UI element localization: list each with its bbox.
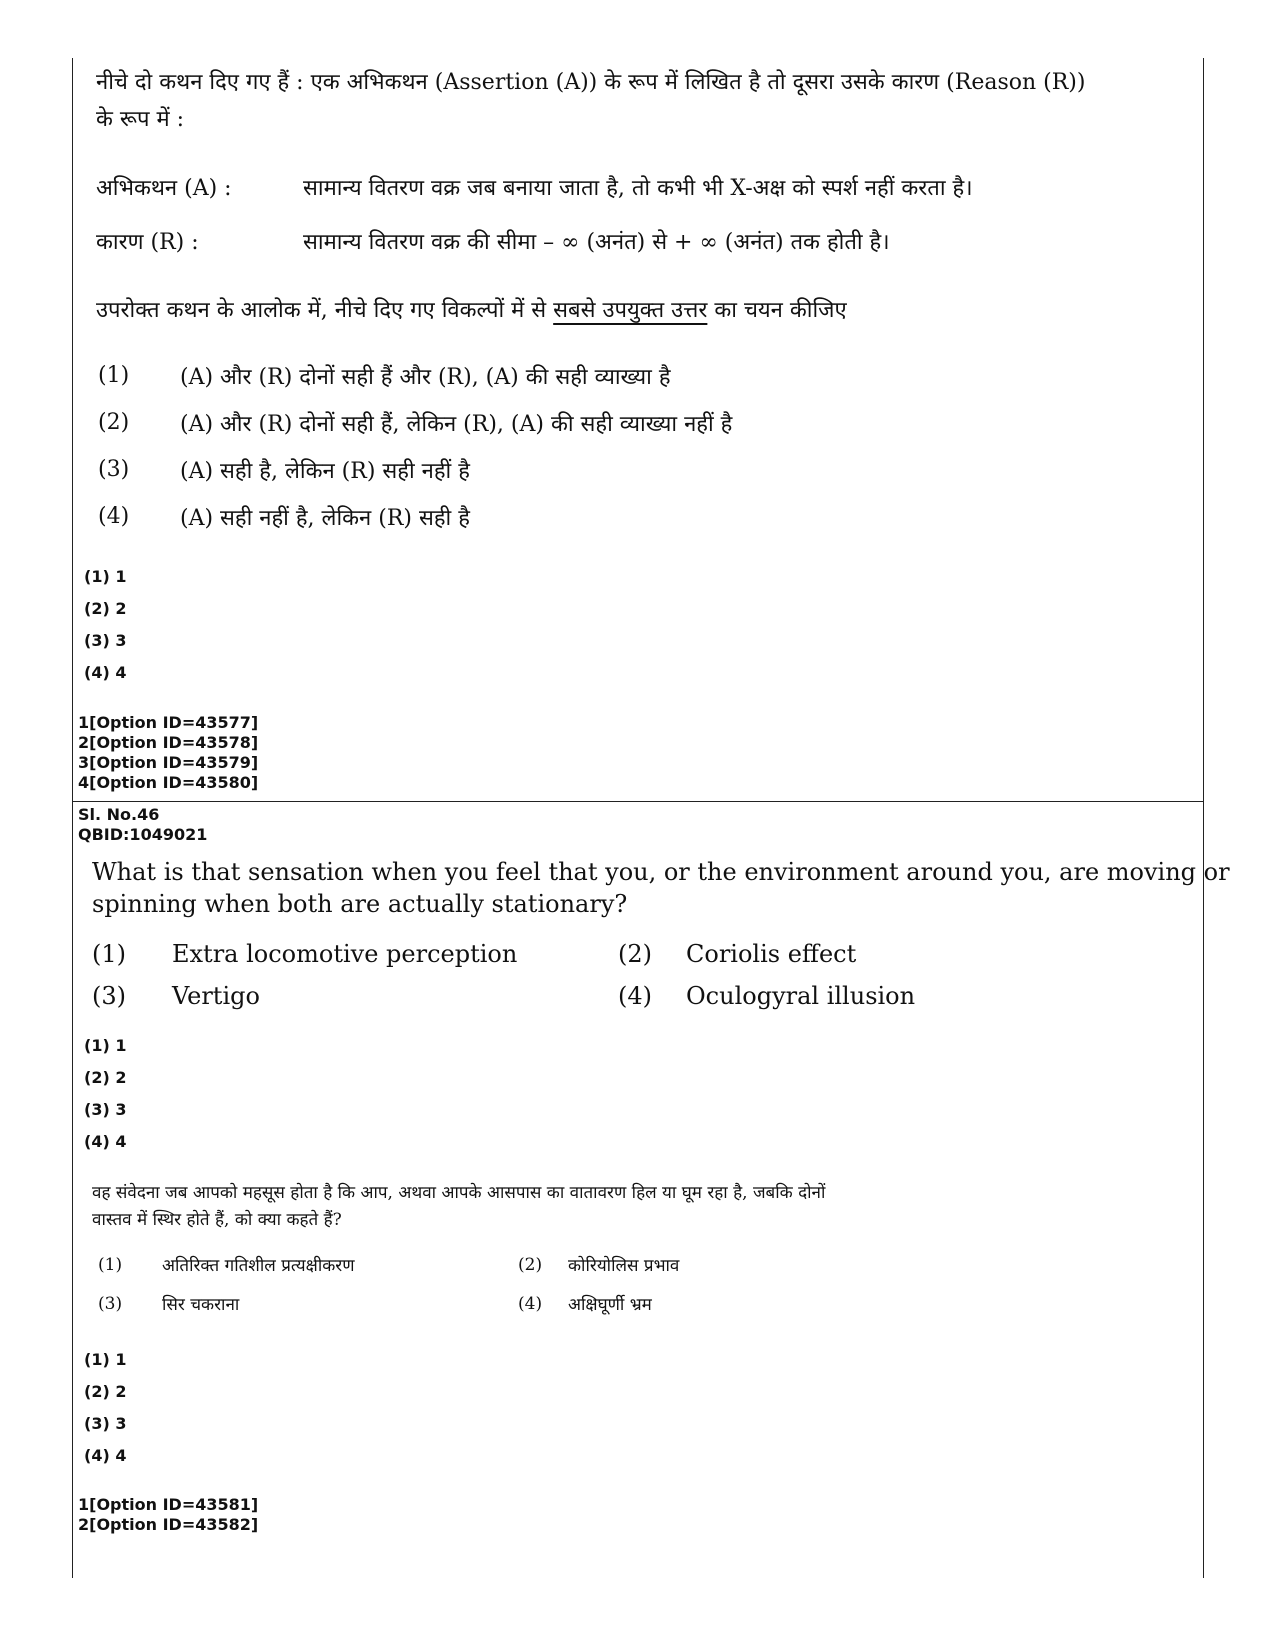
q46-choice-text: कोरियोलिस प्रभाव [568, 1256, 680, 1276]
answer-option[interactable]: (3) 3 [84, 1414, 127, 1433]
q45-choice-num: (1) [98, 363, 130, 388]
q45-reason-label: कारण (R) : [96, 230, 199, 255]
q46-question-line1: What is that sensation when you feel that you, or the environment around you, are moving or [92, 858, 1230, 886]
q45-assertion-text: सामान्य वितरण वक्र जब बनाया जाता है, तो कभी भी X-अक्ष को स्पर्श नहीं करता है। [303, 176, 973, 201]
q46-question-hi-line1: वह संवेदना जब आपको महसूस होता है कि आप, अथवा आपके आसपास का वातावरण हिल या घूम रहा है, जबकि दोनों [92, 1183, 826, 1203]
q46-choice-num: (3) [98, 1294, 123, 1314]
q45-choice-text: (A) और (R) दोनों सही हैं और (R), (A) की सही व्याख्या है [180, 365, 671, 390]
q46-sl-no: Sl. No.46 [78, 805, 160, 824]
question-divider [72, 801, 1203, 802]
q46-qbid: QBID:1049021 [78, 825, 208, 844]
q45-assertion-label: अभिकथन (A) : [96, 176, 232, 201]
q46-choice-text: Extra locomotive perception [172, 940, 518, 968]
q46-choice-num: (1) [98, 1255, 123, 1275]
answer-option[interactable]: (1) 1 [84, 567, 127, 586]
q45-choice-text: (A) और (R) दोनों सही हैं, लेकिन (R), (A) की सही व्याख्या नहीं है [180, 412, 733, 437]
answer-option[interactable]: (1) 1 [84, 1350, 127, 1369]
q46-choice-text: सिर चकराना [162, 1295, 240, 1315]
q45-choice-num: (4) [98, 504, 130, 529]
q45-instruction [96, 294, 847, 324]
option-id: 3[Option ID=43579] [78, 753, 259, 772]
option-id: 2[Option ID=43578] [78, 733, 259, 752]
q45-intro-line1: नीचे दो कथन दिए गए हैं : एक अभिकथन (Assertion (A)) के रूप में लिखित है तो दूसरा उसके कारण (Reason (R)) [96, 70, 1086, 95]
option-id: 1[Option ID=43581] [78, 1495, 259, 1514]
q46-choice-num: (3) [92, 982, 126, 1010]
page-frame [72, 58, 1204, 1578]
q45-choice-num: (2) [98, 410, 130, 435]
q46-question-line2: spinning when both are actually stationary? [92, 890, 628, 918]
q46-choice-text: Vertigo [172, 982, 260, 1010]
q46-question-hi-line2: वास्तव में स्थिर होते हैं, को क्या कहते हैं? [92, 1210, 342, 1230]
option-id: 2[Option ID=43582] [78, 1515, 259, 1534]
q46-choice-num: (2) [618, 940, 652, 968]
answer-option[interactable]: (4) 4 [84, 1446, 127, 1465]
q45-instruction-pre: उपरोक्त कथन के आलोक में, नीचे दिए गए विकल्पों में से [96, 298, 554, 323]
option-id: 4[Option ID=43580] [78, 773, 259, 792]
q46-choice-text: Oculogyral illusion [686, 982, 916, 1010]
q45-instruction-post: का चयन कीजिए [707, 298, 847, 323]
q46-choice-num: (4) [518, 1294, 543, 1314]
answer-option[interactable]: (4) 4 [84, 1132, 127, 1151]
q46-choice-num: (1) [92, 940, 126, 968]
q46-choice-text: अक्षिघूर्णी भ्रम [568, 1295, 652, 1315]
answer-option[interactable]: (1) 1 [84, 1036, 127, 1055]
answer-option[interactable]: (2) 2 [84, 1382, 127, 1401]
answer-option[interactable]: (4) 4 [84, 663, 127, 682]
q46-option-ids [78, 1495, 258, 1535]
q46-choice-num: (4) [618, 982, 652, 1010]
q46-choice-text: अतिरिक्त गतिशील प्रत्यक्षीकरण [162, 1256, 355, 1276]
q45-instruction-underlined: सबसे उपयुक्त उत्तर [553, 298, 708, 323]
answer-option[interactable]: (3) 3 [84, 1100, 127, 1119]
option-id: 1[Option ID=43577] [78, 713, 259, 732]
q45-choice-text: (A) सही है, लेकिन (R) सही नहीं है [180, 459, 470, 484]
q45-option-ids [78, 713, 258, 793]
answer-option[interactable]: (2) 2 [84, 1068, 127, 1087]
answer-option[interactable]: (3) 3 [84, 631, 127, 650]
q45-reason-text: सामान्य वितरण वक्र की सीमा – ∞ (अनंत) से + ∞ (अनंत) तक होती है। [303, 230, 890, 255]
answer-option[interactable]: (2) 2 [84, 599, 127, 618]
q46-choice-text: Coriolis effect [686, 940, 857, 968]
q45-intro-line2: के रूप में : [96, 107, 185, 132]
q45-choice-text: (A) सही नहीं है, लेकिन (R) सही है [180, 506, 470, 531]
q46-choice-num: (2) [518, 1255, 543, 1275]
q45-choice-num: (3) [98, 457, 130, 482]
